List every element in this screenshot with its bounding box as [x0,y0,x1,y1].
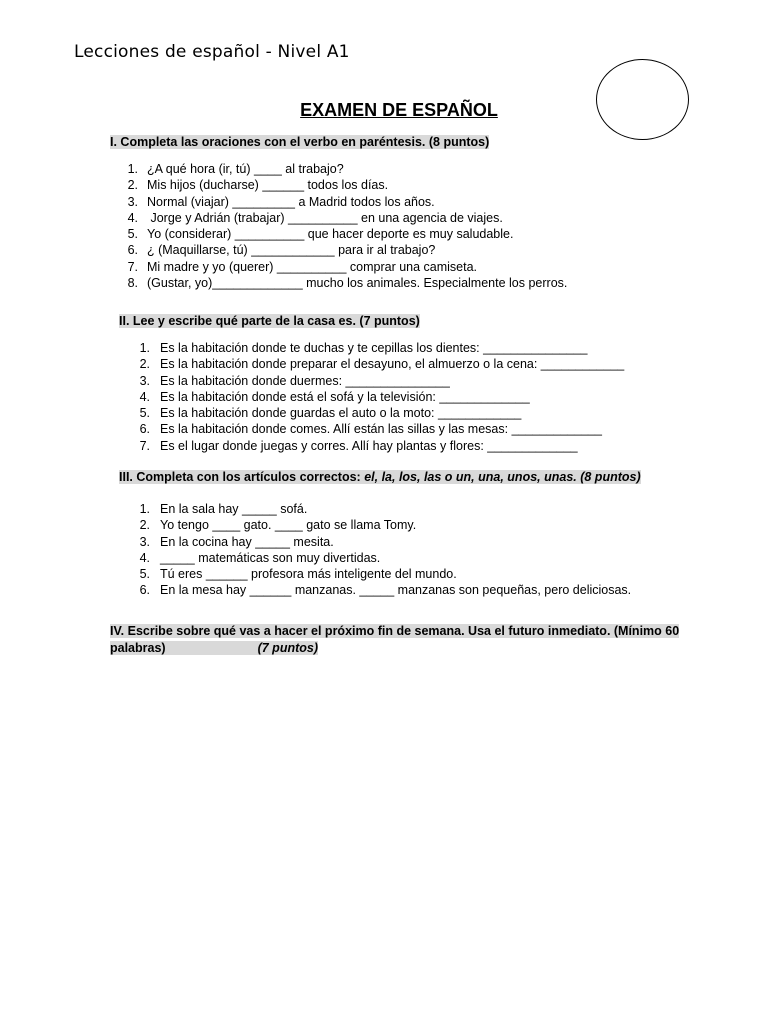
list-item [110,550,719,566]
list-item [110,405,719,421]
item-text: Es la habitación donde te duchas y te cepillas los dientes: _______________ [160,341,588,355]
item-text: Jorge y Adrián (trabajar) __________ en una agencia de viajes. [147,210,503,225]
item-number: 3. [139,373,150,388]
list-item [110,356,719,372]
item-number: 4. [127,210,138,225]
list-item [110,582,719,598]
item-number: 8. [127,276,138,291]
item-text: Es el lugar donde juegas y corres. Allí hay plantas y flores: _____________ [160,438,578,453]
section-4 [110,623,710,657]
item-number: 3. [127,194,138,209]
list-item [110,534,719,550]
item-text: ¿A qué hora (ir, tú) ____ al trabajo? [147,162,344,176]
item-text: En la mesa hay ______ manzanas. _____ manzanas son pequeñas, pero deliciosas. [160,583,632,598]
item-number: 6. [139,583,150,598]
item-text: En la sala hay _____ sofá. [160,502,308,516]
item-text: Yo tengo ____ gato. ____ gato se llama Tomy. [160,518,417,533]
item-number: 5. [139,406,150,421]
item-text: Es la habitación donde guardas el auto o la moto: ____________ [160,406,522,421]
list-item [110,340,719,356]
section-3 [119,469,719,599]
item-text: Yo (considerar) __________ que hacer deporte es muy saludable. [147,227,514,242]
item-number: 5. [127,227,138,242]
item-number: 5. [139,567,150,582]
item-number: 1. [139,341,150,355]
item-text: Es la habitación donde comes. Allí están las sillas y las mesas: _____________ [160,422,602,437]
list-item [110,421,719,437]
section-1-list [110,161,710,291]
item-number: 7. [139,438,150,453]
list-item [110,389,719,405]
list-item [110,373,719,389]
exam-title: EXAMEN DE ESPAÑOL [300,100,498,120]
item-text: En la cocina hay _____ mesita. [160,534,334,549]
item-text: Es la habitación donde duermes: _______________ [160,373,450,388]
item-number: 4. [139,550,150,565]
item-text: Tú eres ______ profesora más inteligente del mundo. [160,567,457,582]
item-text: Mi madre y yo (querer) __________ comprar una camiseta. [147,259,478,274]
item-text: Mis hijos (ducharse) ______ todos los días. [147,178,389,193]
list-item [110,501,719,517]
item-number: 3. [139,534,150,549]
item-text: Normal (viajar) _________ a Madrid todos los años. [147,194,435,209]
item-number: 6. [127,243,138,258]
section-1 [110,134,710,291]
item-number: 2. [139,518,150,533]
item-number: 7. [127,259,138,274]
item-text: ¿ (Maquillarse, tú) ____________ para ir al trabajo? [147,243,436,258]
list-item [110,226,710,242]
section-3-list [110,501,719,599]
item-number: 6. [139,422,150,437]
course-header: Lecciones de español - Nivel A1 [74,42,350,62]
section-1-heading: I. Completa las oraciones con el verbo en paréntesis. (8 puntos) [110,135,490,149]
item-text: Es la habitación donde está el sofá y la televisión: _____________ [160,389,530,404]
item-text: _____ matemáticas son muy divertidas. [160,550,381,565]
item-number: 4. [139,389,150,404]
section-2-heading: II. Lee y escribe qué parte de la casa es. (7 puntos) [119,314,420,328]
list-item [110,517,719,533]
section-4-heading: IV. Escribe sobre qué vas a hacer el próximo fin de semana. Usa el futuro inmediato. (Mínimo 60 palabras) (7 puntos) [110,624,680,655]
item-number: 1. [139,502,150,516]
list-item [110,438,719,454]
list-item [110,194,710,210]
list-item [110,566,719,582]
list-item [110,177,710,193]
item-text: (Gustar, yo)_____________ mucho los animales. Especialmente los perros. [147,276,568,291]
section-3-heading: III. Completa con los artículos correctos: el, la, los, las o un, una, unos, unas. (8 puntos) [119,470,641,484]
list-item [110,275,710,291]
section-2-list [110,340,719,454]
list-item [110,161,710,177]
section-2 [119,313,719,454]
item-text: Es la habitación donde preparar el desayuno, el almuerzo o la cena: ____________ [160,357,625,372]
list-item [110,259,710,275]
item-number: 2. [127,178,138,193]
item-number: 2. [139,357,150,372]
list-item [110,242,710,258]
list-item [110,210,710,226]
item-number: 1. [127,162,138,176]
